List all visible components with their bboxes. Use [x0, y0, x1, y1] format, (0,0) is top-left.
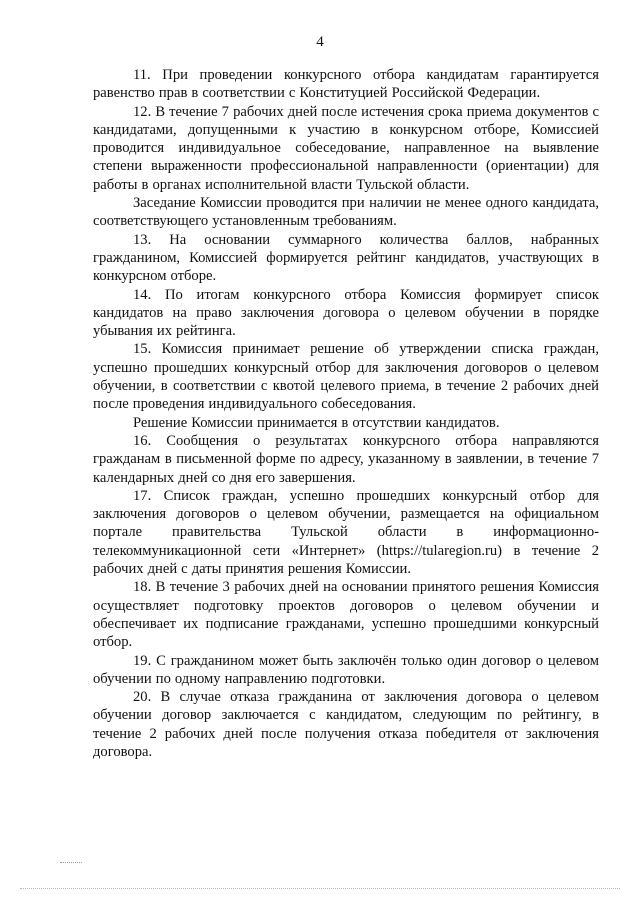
paragraph-12-interview: 12. В течение 7 рабочих дней после истечения срока приема документов с кандидатами, допущенными к участию в конкурсном отборе, Комиссией проводится индивидуальное собеседование, направленное на выявление степени выраженности профессиональной направленности (ориентации) для работы в органах исполнительной власти Тульской области. [93, 103, 599, 193]
paragraph-15-absence: Решение Комиссии принимается в отсутствии кандидатов. [133, 414, 500, 431]
paragraph-16-notifications: 16. Сообщения о результатах конкурсного отбора направляются гражданам в письменной форме по адресу, указанному в заявлении, в течение 7 календарных дней со дня его завершения. [93, 432, 599, 486]
scan-artifact-bottom-line [20, 888, 620, 889]
scan-artifact-mark [60, 862, 82, 863]
paragraph-15-approval: 15. Комиссия принимает решение об утверждении списка граждан, успешно прошедших конкурсный отбор для заключения договоров о целевом обучении, в соответствии с квотой целевого приема, в течение 2 рабочих дней после проведения индивидуального собеседования. [93, 341, 599, 413]
paragraph-11-equal-rights: 11. При проведении конкурсного отбора кандидатам гарантируется равенство прав в соответствии с Конституцией Российской Федерации. [93, 67, 599, 102]
paragraph-17-publication: 17. Список граждан, успешно прошедших конкурсный отбор для заключения договоров о целевом обучении, размещается на официальном портале правительства Тульской области в информационно-телекоммуникационной сети «Интернет» (https://tularegion.ru) в течение 2 рабочих дней с даты принятия решения Комиссии. [93, 487, 599, 578]
page-number: 4 [316, 34, 324, 50]
paragraph-14-candidate-list: 14. По итогам конкурсного отбора Комиссия формирует список кандидатов на право заключения договора о целевом обучении в порядке убывания их рейтинга. [93, 286, 599, 340]
paragraph-20-refusal: 20. В случае отказа гражданина от заключения договора о целевом обучении договор заключается с кандидатом, следующим по рейтингу, в течение 2 рабочих дней после получения отказа победителя от заключения договора. [93, 689, 599, 760]
paragraph-12-quorum: Заседание Комиссии проводится при наличии не менее одного кандидата, соответствующего установленным требованиям. [93, 195, 599, 230]
paragraph-19-single-contract: 19. С гражданином может быть заключён только один договор о целевом обучении по одному направлению подготовки. [93, 652, 599, 687]
paragraph-13-rating: 13. На основании суммарного количества баллов, набранных гражданином, Комиссией формируется рейтинг кандидатов, участвующих в конкурсном отборе. [93, 231, 599, 285]
document-body [93, 66, 599, 761]
paragraph-18-contract-preparation: 18. В течение 3 рабочих дней на основании принятого решения Комиссия осуществляет подготовку проектов договоров о целевом обучении и обеспечивает их подписание гражданами, успешно прошедшими конкурсный отбор. [93, 579, 599, 651]
